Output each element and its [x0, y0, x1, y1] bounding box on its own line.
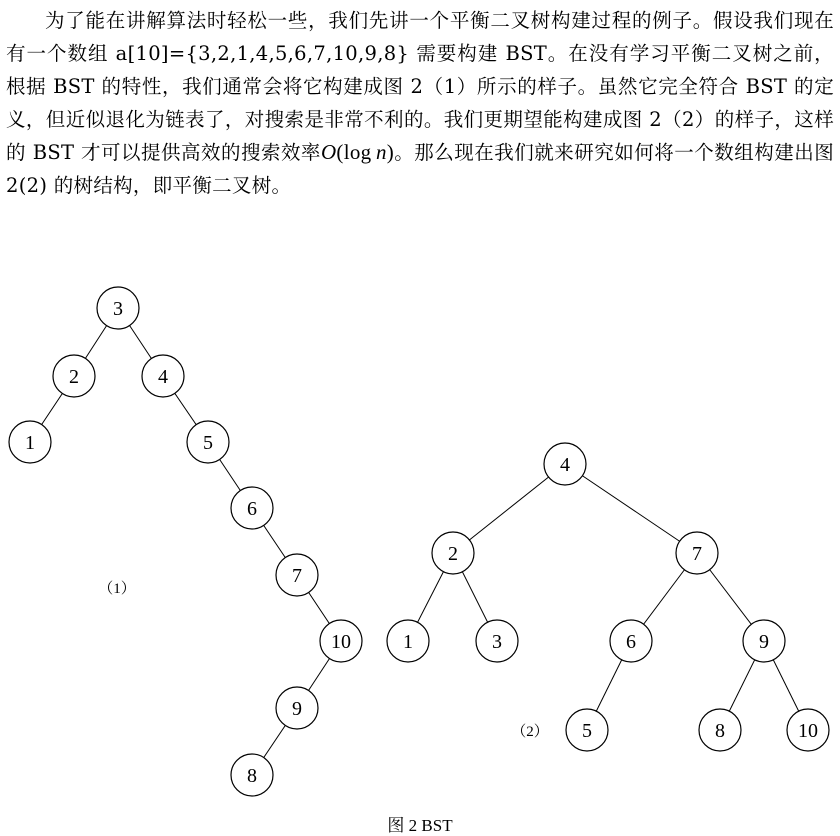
bst-figure: [0, 280, 840, 808]
tree-node: [231, 487, 273, 529]
node-label: 5: [203, 432, 213, 454]
node-label: 4: [560, 454, 570, 476]
tree-node: [743, 620, 785, 662]
tree2: [387, 443, 829, 751]
tree-node: [231, 754, 273, 796]
edge: [565, 464, 697, 553]
node-label: 1: [403, 631, 413, 653]
tree-node: [53, 355, 95, 397]
tree-node: [699, 709, 741, 751]
node-label: 8: [247, 765, 257, 787]
node-label: 7: [292, 565, 302, 587]
node-label: 2: [69, 366, 79, 388]
tree-node: [544, 443, 586, 485]
node-label: 1: [25, 432, 35, 454]
tree-node: [566, 709, 608, 751]
tree1: [9, 287, 362, 796]
node-label: 10: [331, 631, 351, 653]
tree-node: [432, 532, 474, 574]
tree-node: [320, 620, 362, 662]
node-label: 6: [247, 498, 257, 520]
math-log: log: [343, 140, 372, 164]
node-label: 6: [626, 631, 636, 653]
node-label: 9: [292, 698, 302, 720]
node-label: 5: [582, 720, 592, 742]
node-label: 7: [692, 543, 702, 565]
tree-node: [9, 421, 51, 463]
tree-node: [187, 421, 229, 463]
math-n: n: [375, 140, 387, 164]
big-o-expression: O(log n): [320, 140, 395, 164]
tree-node: [787, 709, 829, 751]
paragraph-after-math: 。那么现在我们就来研究如何将一个数组构建出图 2(2) 的树结构，即平衡二叉树。: [6, 141, 834, 197]
node-label: 10: [798, 720, 818, 742]
tree-node: [387, 620, 429, 662]
tree-node: [97, 287, 139, 329]
paragraph-before-math: 为了能在讲解算法时轻松一些，我们先讲一个平衡二叉树构建过程的例子。假设我们现在有一个数组 a[10]={3,2,1,4,5,6,7,10,9,8} 需要构建 BST。在没有学习平衡二叉树之前，根据 BST 的特性，我们通常会将它构建成图 2（1）所示的样子。虽然它完全符合 BST 的定义，但近似退化为链表了，对搜索是非常不利的。我们更期望能构建成图 2（2）的样子，这样的 BST 才可以提供高效的搜索效率: [6, 9, 834, 164]
tree1-label: （1）: [98, 581, 136, 597]
tree-node: [276, 687, 318, 729]
paragraph-text: [6, 4, 834, 202]
figure-caption: 图 2 BST: [387, 816, 453, 835]
tree-node: [676, 532, 718, 574]
tree2-edges: [408, 464, 808, 730]
tree-node: [142, 355, 184, 397]
node-label: 3: [113, 298, 123, 320]
node-label: 8: [715, 720, 725, 742]
tree2-label: （2）: [511, 724, 549, 740]
math-o: O: [320, 140, 337, 164]
tree-node: [476, 620, 518, 662]
tree-node: [276, 554, 318, 596]
tree-node: [610, 620, 652, 662]
body-paragraph: [6, 4, 834, 202]
node-label: 2: [448, 543, 458, 565]
node-label: 4: [158, 366, 168, 388]
node-label: 3: [492, 631, 502, 653]
node-label: 9: [759, 631, 769, 653]
